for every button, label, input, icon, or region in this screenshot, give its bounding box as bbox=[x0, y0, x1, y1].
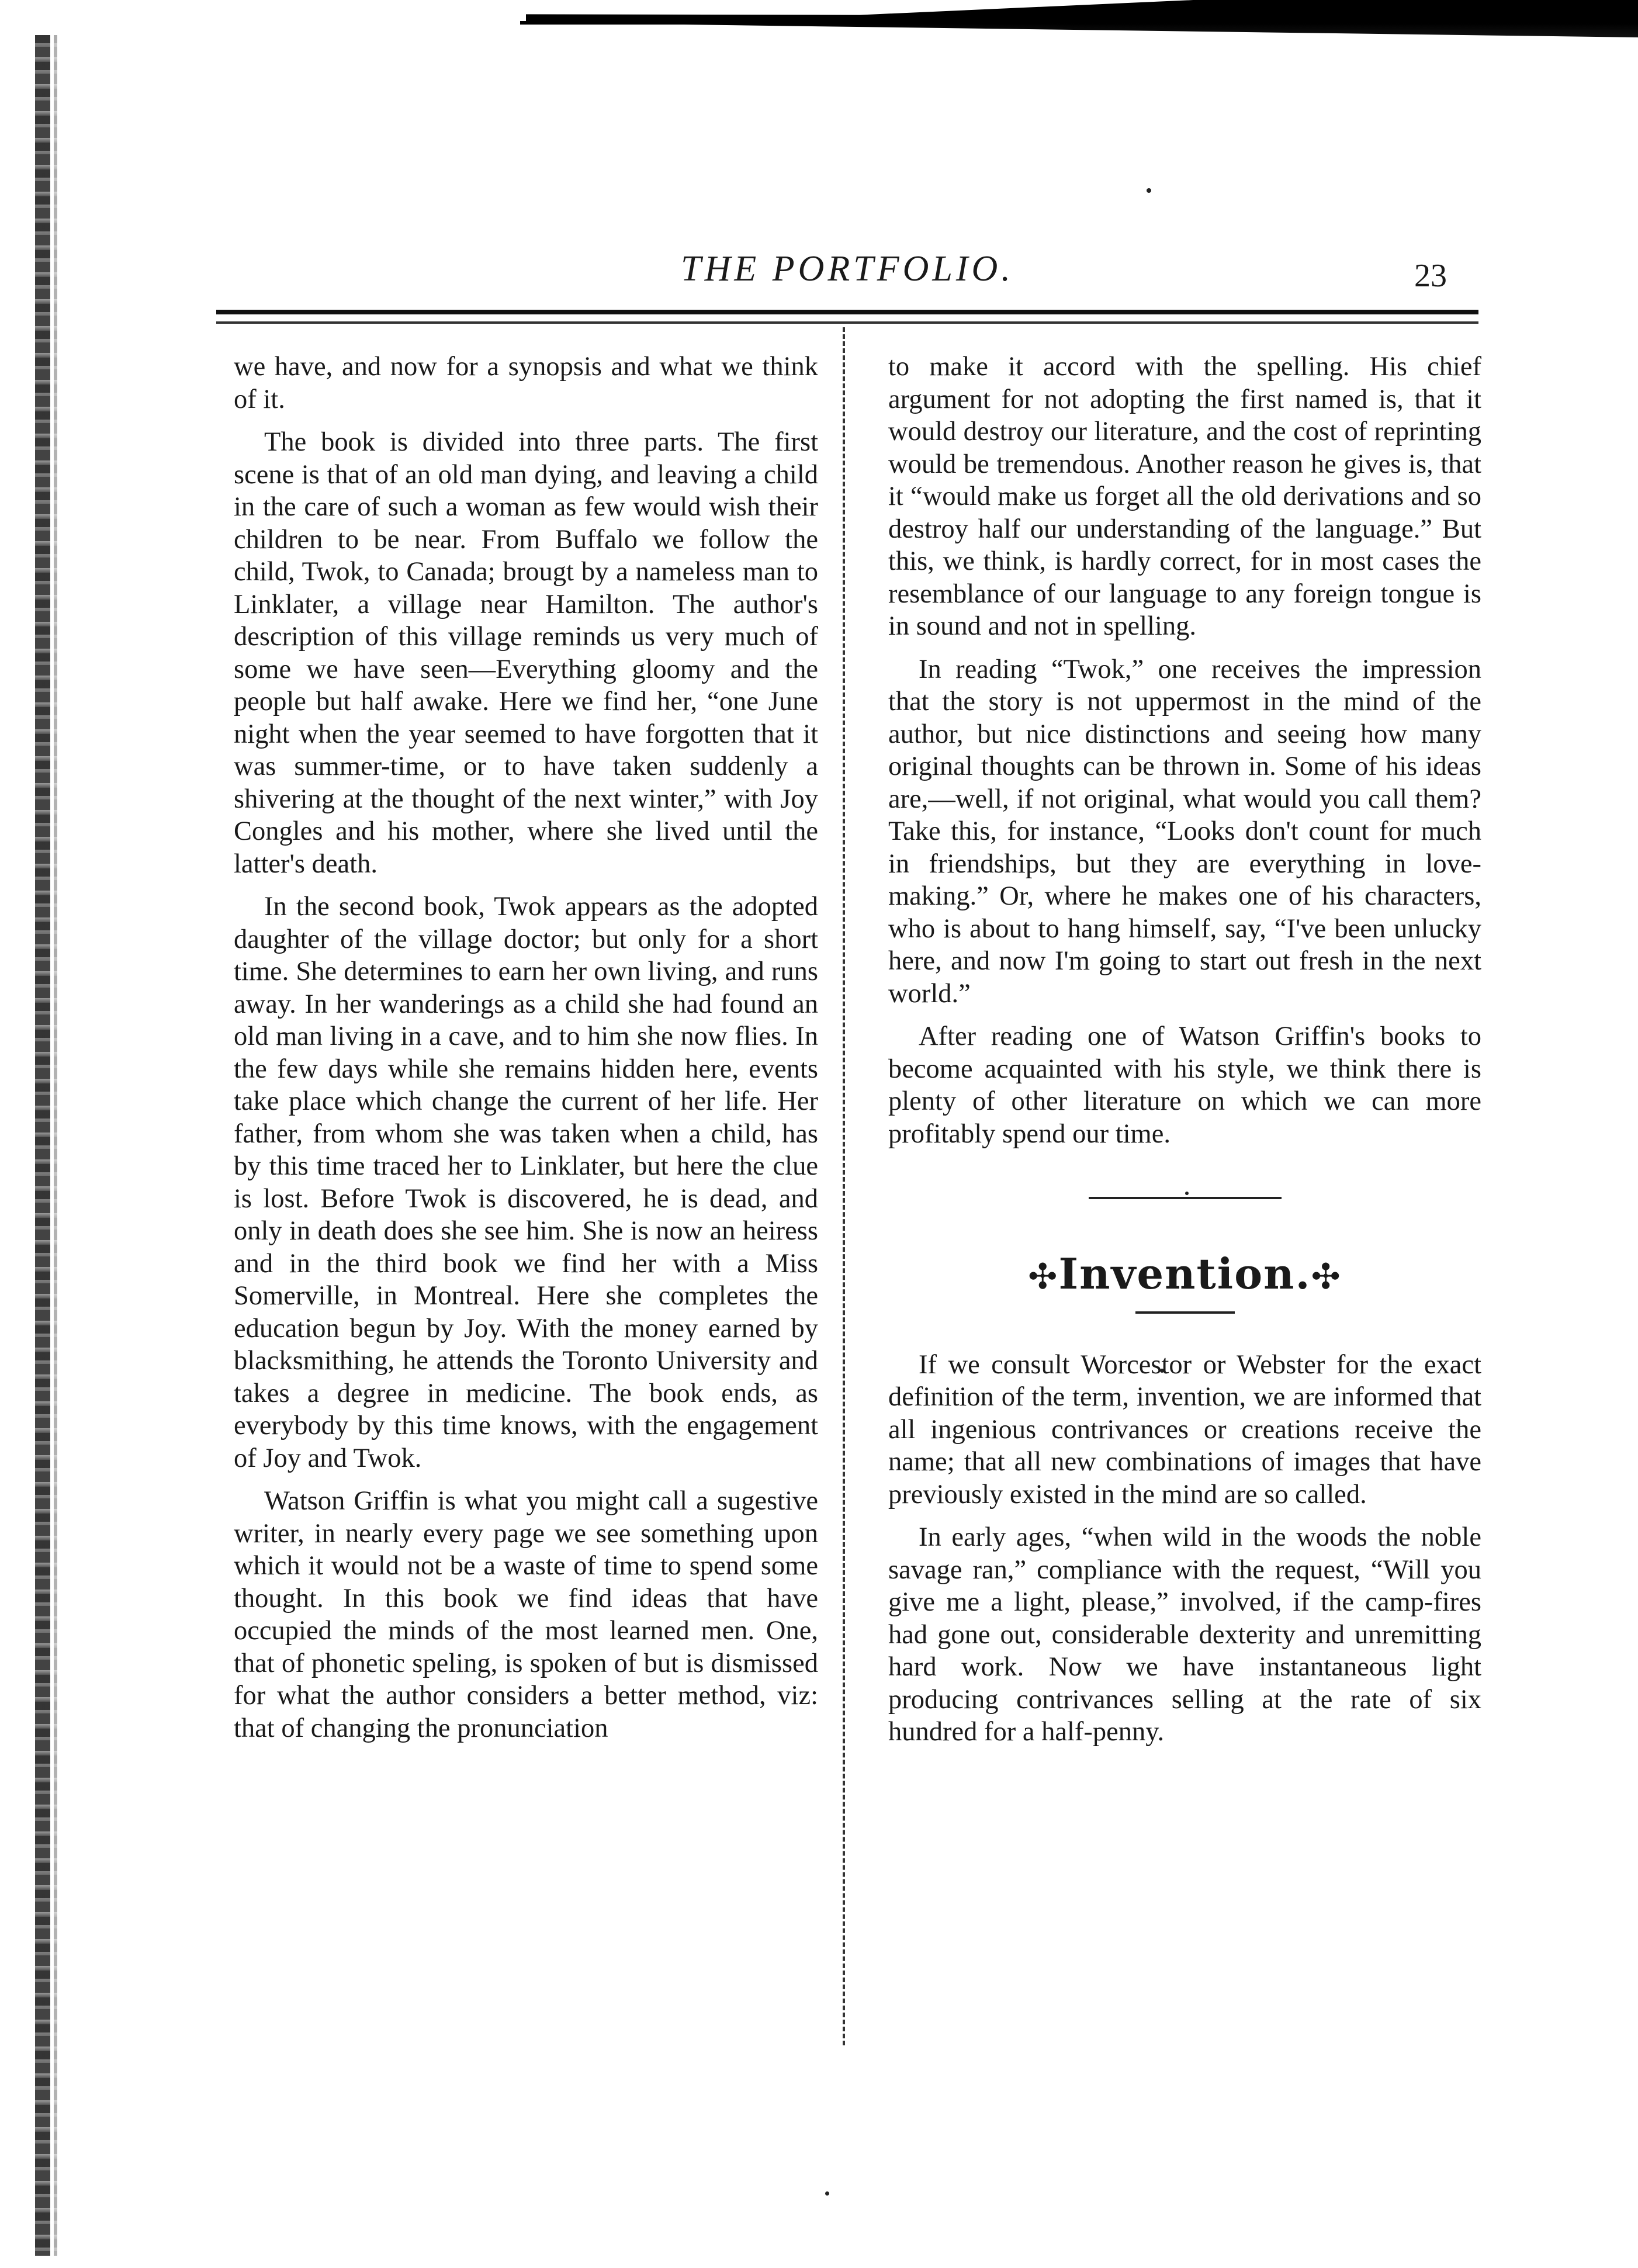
top-ink-bar bbox=[526, 0, 1638, 37]
paragraph: In reading “Twok,” one receives the impression that the story is not uppermost in the mind of the author, but nice distinctions and seeing how many original thoughts can be thrown in. Some of his ideas are,—well, if not original, what would you call them? Take this, for instance, “Looks don't count for much in friendships, but they are everything in love-making.” Or, where he makes one of his characters, who is about to hang himself, say, “I've been unlucky here, and now I'm going to start out fresh in the next world.” bbox=[888, 654, 1481, 1009]
left-column bbox=[234, 351, 818, 1744]
paragraph: After reading one of Watson Griffin's books to become acquainted with his style, we think there is plenty of other literature on which we can more profitably spend our time. bbox=[888, 1022, 1481, 1149]
ornament-icon: ✣ bbox=[1028, 1256, 1059, 1297]
paragraph: If we consult Worcestor or Webster for the exact definition of the term, invention, we are informed that all ingenious contrivances or creations receive the name; that all new combinations of images that have previously existed in the mind are so called. bbox=[888, 1349, 1481, 1509]
right-column bbox=[888, 351, 1481, 1748]
header-rule-thin bbox=[216, 321, 1478, 324]
title-underline bbox=[1135, 1311, 1235, 1314]
column-divider bbox=[843, 327, 845, 2045]
paragraph: In the second book, Twok appears as the adopted daughter of the village doctor; but only for a short time. She determines to earn her own living, and runs away. In her wanderings as a child she had found an old man living in a cave, and to him she now flies. In the few days while she remains hidden here, events take place which change the current of her life. Her father, from whom she was taken when a child, has by this time traced her to Linklater, but here the clue is lost. Before Twok is discovered, he is dead, and only in death does she see him. She is now an heiress and in the third book we find her with a Miss Somerville, in Montreal. Here she completes the education begun by Joy. With the money earned by blacksmithing, he attends the Toronto University and takes a degree in medicine. The book ends, as everybody by this time knows, with the engagement of Joy and Twok. bbox=[234, 892, 818, 1473]
ornament-icon: ✣ bbox=[1311, 1256, 1342, 1297]
paragraph: The book is divided into three parts. The first scene is that of an old man dying, and leaving a child in the care of such a woman as few would wish their children to be near. From Buffalo we follow the child, Twok, to Canada; brougt by a nameless man to Linklater, a village near Hamilton. The author's description of this village reminds us very much of some we have seen—Everything gloomy and the people but half awake. Here we find her, “one June night when the year seemed to have forgotten that it was summer-time, or to have taken suddenly a shivering at the thought of the next winter,” with Joy Congles and his mother, where she lived until the latter's death. bbox=[234, 427, 818, 879]
ink-speck bbox=[825, 2191, 829, 2196]
section-title bbox=[888, 1249, 1481, 1299]
binding-edge bbox=[35, 35, 50, 2256]
running-title: THE PORTFOLIO. bbox=[681, 249, 1014, 289]
paragraph: we have, and now for a synopsis and what we think of it. bbox=[234, 352, 818, 414]
binding-edge-shadow bbox=[54, 35, 57, 2256]
ink-speck bbox=[1147, 188, 1151, 193]
section-title-text: Invention. bbox=[1058, 1249, 1311, 1299]
paragraph: to make it accord with the spelling. His chief argument for not adopting the first named is, that it would destroy our literature, and the cost of reprinting would be tremendous. Another reason he gives is, that it “would make us forget all the old derivations and so destroy half our understanding of the language.” But this, we think, is hardly correct, for in most cases the resemblance of our language to any foreign tongue is in sound and not in spelling. bbox=[888, 352, 1481, 641]
top-ink-rule bbox=[520, 21, 1046, 25]
header-rule bbox=[216, 310, 1478, 314]
page-number: 23 bbox=[1414, 258, 1447, 294]
paragraph: Watson Griffin is what you might call a sugestive writer, in nearly every page we see something upon which it would not be a waste of time to spend some thought. In this book we find ideas that have occupied the minds of the most learned men. One, that of phonetic speling, is spoken of but is dismissed for what the author considers a better method, viz: that of changing the pronunciation bbox=[234, 1486, 818, 1743]
section-divider bbox=[1089, 1197, 1282, 1199]
paragraph: In early ages, “when wild in the woods the noble savage ran,” compliance with the request, “Will you give me a light, please,” involved, if the camp-fires had gone out, considerable dexterity and unremitting hard work. Now we have instantaneous light producing contrivances selling at the rate of six hundred for a half-penny. bbox=[888, 1522, 1481, 1747]
